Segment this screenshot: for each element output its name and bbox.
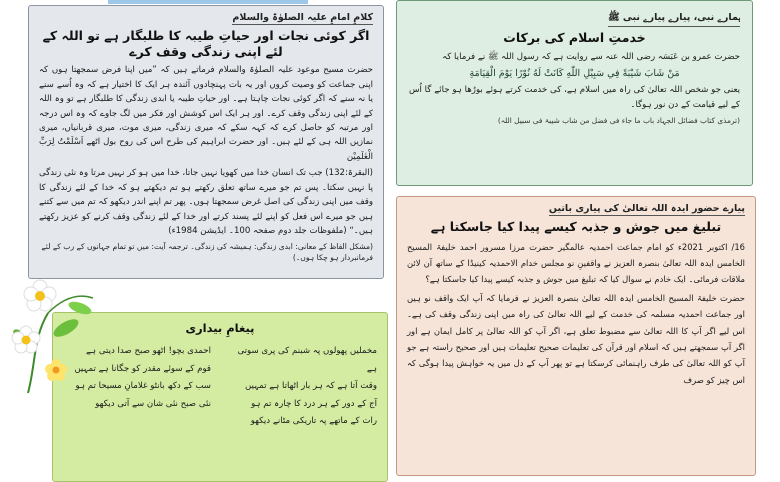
- translation: یعنی جو شخص اللہ تعالیٰ کی راہ میں اسلام ہے، کی خدمت کرتے ہوئے بوڑھا ہو جائے گا اُس کے لیے قیامت کے دن نور ہوگا۔: [409, 85, 740, 110]
- poem-line: آج کے دور کے ہر درد کا چارہ تم ہو: [251, 398, 377, 409]
- huzoor-sayings-panel: [396, 196, 756, 476]
- glossary-note: (مشکل الفاظ کے معانی: ابدی زندگی: ہمیشہ کی زندگی۔ ترجمہ آیت: میں تو تمام جہانوں کے رب کے لئے فرمانبردار ہو چکا ہوں۔): [41, 241, 373, 262]
- section-tag: پیارے حضور ایدہ اللہ تعالیٰ کی پیاری باتیں: [548, 203, 745, 214]
- section-tag: ہمارے نبی، پیارے پیارے نبی ﷺ: [608, 11, 740, 27]
- poem-title: پیغامِ بیداری: [185, 321, 255, 335]
- poem-line: سب کے دکھ بانٹو غلامانِ مسیحا تم ہو: [75, 381, 211, 392]
- paragraph: 16/ اکتوبر 2021ء کو امام جماعت احمدیہ عالمگیر حضرت مرزا مسرور احمد خلیفۃ المسیح الخامس ایدہ اللہ تعالیٰ بنصرہ العزیز نے واقفینِ نو مجلس خدام الاحمدیہ کینیڈا کے ساتھ آن لائن ملاقات فرمائی۔ ایک خادم نے سوال کیا کہ تبلیغ میں جوش و جذبہ کیسے پیدا کیا جاسکتا ہے؟: [407, 241, 745, 285]
- flower-decoration-icon: [8, 268, 103, 398]
- panel-headline: تبلیغ میں جوش و جذبہ کیسے پیدا کیا جاسکتا ہے: [430, 219, 722, 234]
- section-tag: کلامِ امامِ علیہ الصلوٰۃ والسلام: [232, 12, 373, 23]
- imam-quote-panel: [28, 5, 384, 279]
- arabic-hadith: مَنْ شَابَ شَيْبَةً فِي سَبِيْلِ اللّٰهِ كَانَتْ لَهُ نُوْرًا يَوْمَ الْقِيَامَةِ: [469, 68, 680, 80]
- reference: (ترمذی کتاب فضائل الجہاد باب ما جاء فی فضل من شاب شیبۃ فی سبیل اللہ): [497, 115, 740, 125]
- panel-headline: خدمتِ اسلام کی برکات: [503, 30, 646, 45]
- prophet-hadith-panel: [396, 0, 753, 186]
- poem-line: قوم کے سوئے مقدر کو جگانا ہے تمہیں: [74, 363, 211, 374]
- paragraph: حضرت خلیفۃ المسیح الخامس ایدہ اللہ تعالیٰ بنصرہ العزیز نے فرمایا کہ آپ ایک واقف نو ہیں اور جماعت احمدیہ مسلمہ کی خدمت کے لیے اللہ تعالیٰ کی راہ میں اپنی زندگی وقف کی ہے۔ اس لیے اگر آپ کا اللہ تعالیٰ سے مضبوط تعلق ہے، اگر آپ کو اللہ تعالیٰ پر کامل ایمان ہے اور اگر آپ سمجھتے ہیں کہ اسلام اور قرآن کی تعلیمات صحیح تعلیمات ہیں اور صحیح راستہ ہے جو آپ کو اللہ تعالیٰ کی طرف راہنمائی کرسکتا ہے تو پھر آپ کے دل میں یہ خواہش پیدا ہوگی کہ اس چیز کو صرف: [407, 292, 745, 385]
- poem-line: احمدی بچو! اٹھو صبح صدا دیتی ہے: [86, 346, 211, 356]
- paragraph: (البقرۃ:132) جب تک انسان خدا میں کھویا نہیں جاتا، خدا میں ہو کر نہیں مرتا وہ نئی زندگی پا نہیں سکتا۔ پس تم جو میرے ساتھ تعلق رکھتے ہو تم دیکھتے ہو کہ خدا کے لئے زندگی کا وقف میں اپنی زندگی کی اصل غرض سمجھتا ہوں۔ پھر تم اپنے اندر دیکھو کہ تم میں سے کتنے ہیں جو میرے اس فعل کو اپنے لئے پسند کرتے اور خدا کے لئے زندگی وقف کرنے کو عزیز رکھتے ہیں۔“ (ملفوظات جلد دوم صفحہ 100۔ ایڈیشن 1984ء): [39, 168, 373, 237]
- poem-line: نئی صبح نئی شان سے آتی دیکھو: [95, 398, 211, 409]
- poem-body: [63, 343, 377, 431]
- paragraph: حضرت عمرو بن عَبَسَہ رضی اللہ عنہ سے روایت ہے کہ رسول اللہ ﷺ نے فرمایا کہ: [442, 51, 740, 62]
- top-accent-bar: [108, 0, 308, 4]
- panel-headline: اگر کوئی نجات اور حیاتِ طیبہ کا طلبگار ہے تو اللہ کے لئے اپنی زندگی وقف کرے: [42, 28, 370, 59]
- poem-line: وقت آتا ہے کہ ہر بار اٹھاتا ہے تمہیں: [244, 381, 377, 392]
- poem-line: مخملیں پھولوں پہ شبنم کی پری سوتی ہے: [237, 346, 377, 374]
- poem-line: رات کے ماتھے پہ تاریکی مٹانے دیکھو: [250, 416, 377, 427]
- poem-column-right: [229, 343, 377, 431]
- paragraph: حضرت مسیح موعود علیہ الصلوٰۃ والسلام فرماتے ہیں کہ ”میں اپنا فرض سمجھتا ہوں کہ اپنی جماعت کو وصیت کروں اور یہ بات پہنچادوں آئندہ ہر ایک کا اختیار ہے کہ وہ اُسے سنے یا نہ سنے کہ اگر کوئی نجات چاہتا ہے۔ اور حیاتِ طیبہ یا ابدی زندگی کا طلبگار ہے تو وہ اللہ کے لئے اپنی زندگی وقف کرے۔ اور ہر ایک اس کوشش اور فکر میں لگ جاوے کہ وہ اس درجہ اور مرتبہ کو حاصل کرے کہ کہہ سکے کہ میری زندگی، میری موت، میری قربانیاں، میری نمازیں اللہ ہی کے لئے ہیں۔ اور حضرت ابراہیم کی طرح اس کی روح بول اٹھے اَسْلَمْتُ لِرَبِّ الْعٰلَمِیْن: [39, 65, 373, 162]
